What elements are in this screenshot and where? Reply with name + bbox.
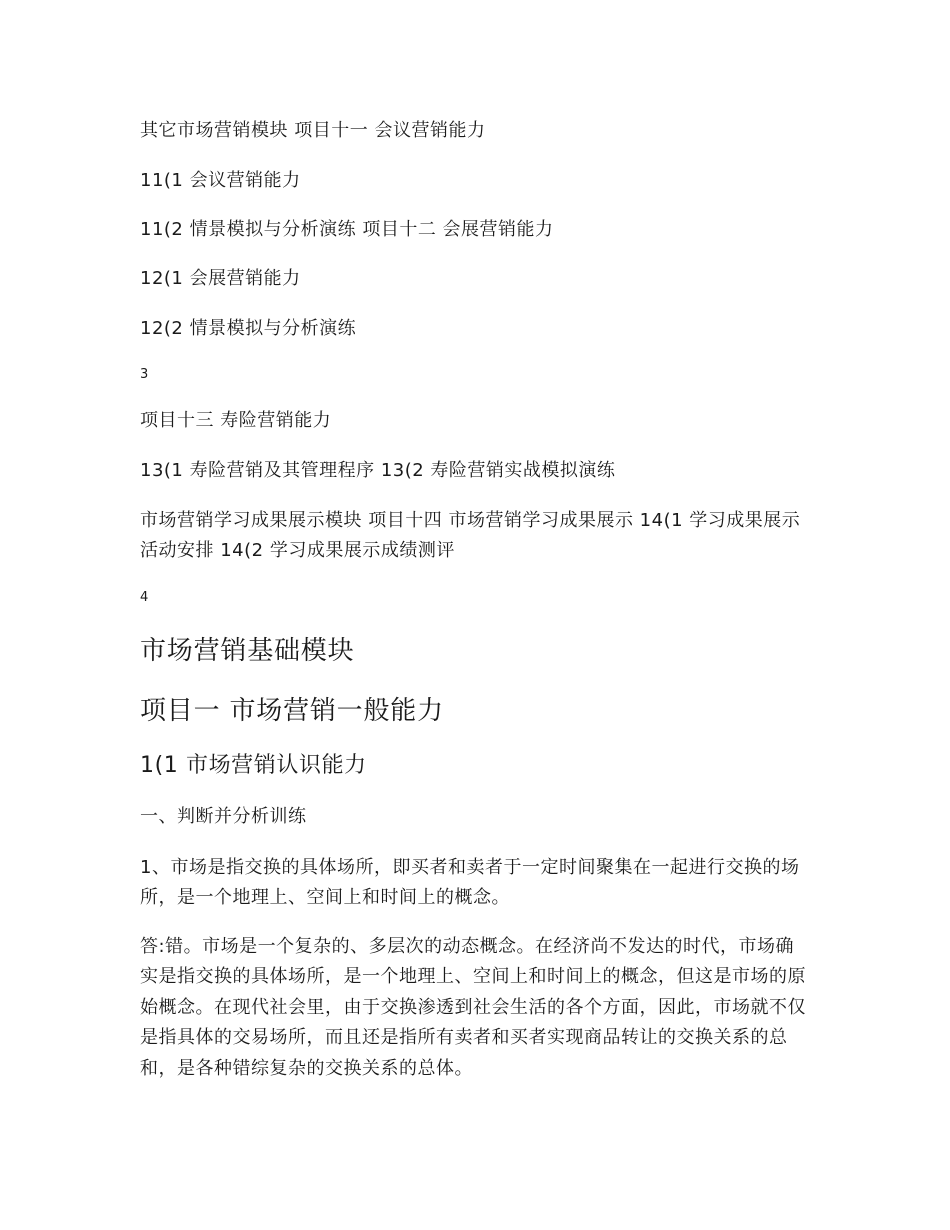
page-number: 3	[140, 367, 149, 382]
section-title: 1(1 市场营销认识能力	[140, 753, 367, 778]
toc-line-other-modules: 其它市场营销模块 项目十一 会议营销能力	[140, 120, 486, 141]
page-number: 4	[140, 590, 149, 605]
subsection-heading: 一、判断并分析训练	[140, 806, 307, 827]
toc-line-project-13: 项目十三 寿险营销能力	[140, 410, 332, 431]
answer-paragraph: 答:错。市场是一个复杂的、多层次的动态概念。在经济尚不发达的时代，市场确实是指交换的具体场所，是一个地理上、空间上和时间上的概念，但这是市场的原始概念。在现代社会里，由于交换渗透到社会生活的各个方面，因此，市场就不仅是指具体的交易场所，而且还是指所有卖者和买者实现商品转让的交换关系的总和，是各种错综复杂的交换关系的总体。	[140, 936, 806, 1079]
toc-line-11-1: 11(1 会议营销能力	[140, 170, 301, 191]
toc-line-12-1: 12(1 会展营销能力	[140, 268, 301, 289]
toc-line-module-showcase: 市场营销学习成果展示模块 项目十四 市场营销学习成果展示 14(1 学习成果展示活动安排 14(2 学习成果展示成绩测评	[140, 510, 801, 561]
question-paragraph: 1、市场是指交换的具体场所，即买者和卖者于一定时间聚集在一起进行交换的场所，是一个地理上、空间上和时间上的概念。	[140, 857, 800, 908]
toc-line-13: 13(1 寿险营销及其管理程序 13(2 寿险营销实战模拟演练	[140, 460, 616, 481]
project-title: 项目一 市场营销一般能力	[140, 696, 444, 726]
toc-line-11-2: 11(2 情景模拟与分析演练 项目十二 会展营销能力	[140, 219, 554, 240]
toc-line-12-2: 12(2 情景模拟与分析演练	[140, 318, 357, 339]
module-title: 市场营销基础模块	[140, 636, 355, 666]
